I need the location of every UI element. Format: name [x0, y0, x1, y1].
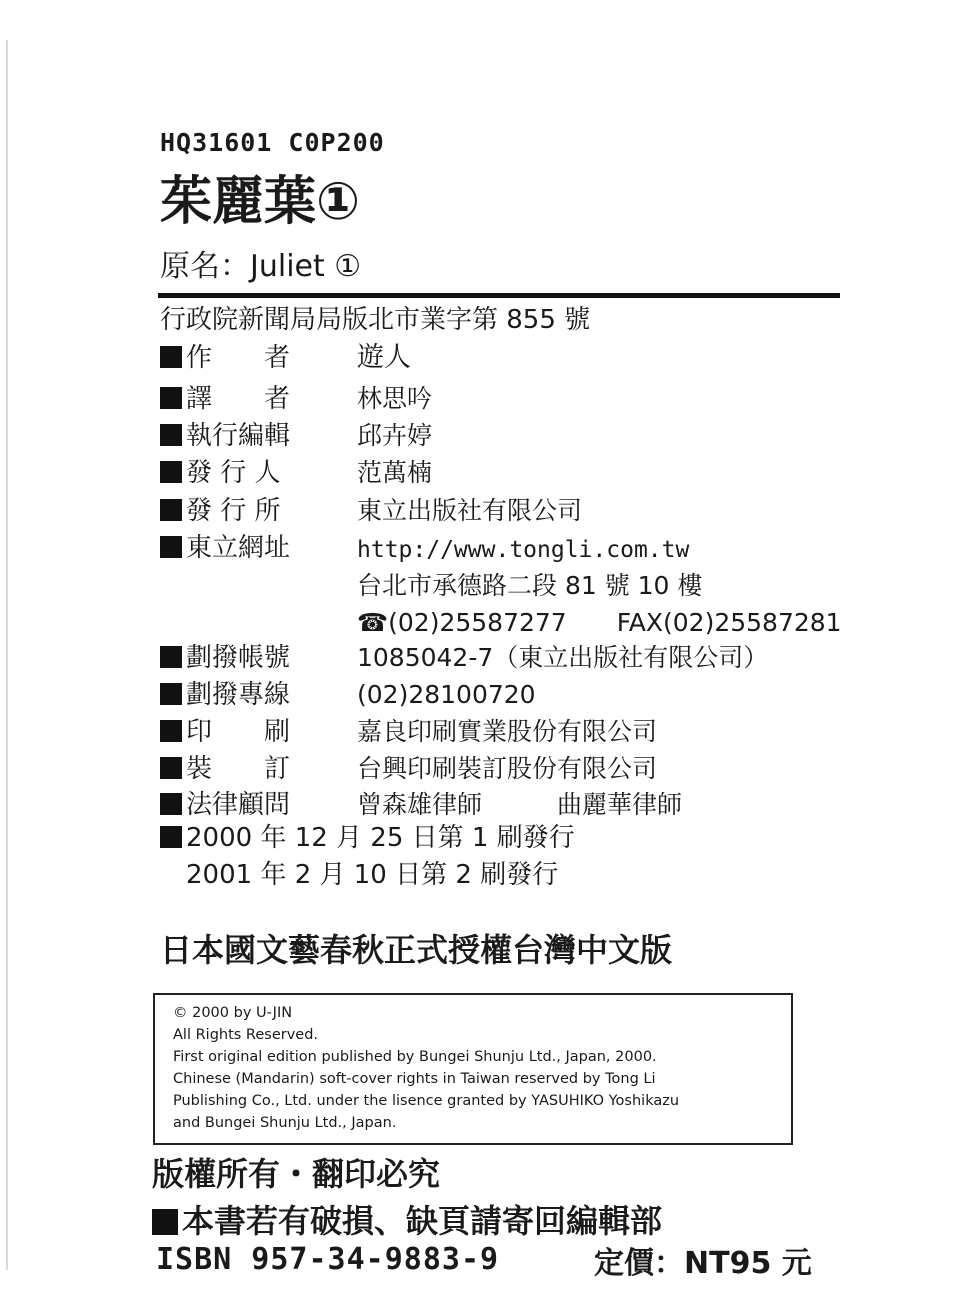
- credit-value-binding: 台興印刷裝訂股份有限公司: [357, 754, 658, 783]
- credit-value-editor: 邱卉婷: [357, 421, 433, 450]
- bullet-square: [160, 757, 182, 779]
- bullet-square: [160, 461, 182, 483]
- book-title: 茱麗葉①: [160, 172, 361, 232]
- product-code: HQ31601 C0P200: [160, 128, 385, 157]
- copyright-line: and Bungei Shunju Ltd., Japan.: [173, 1115, 397, 1131]
- bullet-square: [160, 536, 182, 558]
- isbn: ISBN 957-34-9883-9: [156, 1242, 500, 1277]
- credit-value-website: http://www.tongli.com.tw: [357, 537, 690, 563]
- page-edge-line: [6, 40, 8, 1270]
- bullet-square: [160, 424, 182, 446]
- damage-notice: 本書若有破損、缺頁請寄回編輯部: [152, 1200, 662, 1242]
- credit-value-postal-line: (02)28100720: [357, 680, 536, 709]
- copyright-line: All Rights Reserved.: [173, 1027, 319, 1043]
- copyright-line: © 2000 by U-JIN: [173, 1005, 293, 1021]
- authorization-statement: 日本國文藝春秋正式授權台灣中文版: [160, 931, 673, 969]
- credit-label-editor: 執行編輯: [160, 418, 290, 454]
- credit-label-publisher: 發 行 人: [160, 455, 281, 491]
- credit-label-website: 東立網址: [160, 530, 290, 566]
- credit-value-legal: 曾森雄律師 曲麗華律師: [357, 790, 683, 819]
- bullet-square: [160, 499, 182, 521]
- bullet-square: [160, 346, 182, 368]
- bullet-square: [160, 793, 182, 815]
- bullet-square: [160, 826, 182, 848]
- bullet-square: [152, 1209, 178, 1235]
- credit-label-translator: 譯 者: [160, 381, 290, 417]
- rights-reserved: 版權所有・翻印必究: [152, 1155, 441, 1193]
- credit-value-author: 遊人: [357, 342, 411, 373]
- bullet-square: [160, 646, 182, 668]
- copyright-line: Chinese (Mandarin) soft-cover rights in Taiwan reserved by Tong Li: [173, 1071, 656, 1087]
- price: 定價：NT95 元: [594, 1246, 812, 1281]
- credit-value-postal-account: 1085042-7（東立出版社有限公司）: [357, 643, 769, 672]
- credit-label-author: 作 者: [160, 340, 290, 376]
- bullet-square: [160, 720, 182, 742]
- second-printing: 2001 年 2 月 10 日第 2 刷發行: [186, 860, 559, 890]
- credit-label-printing: 印 刷: [160, 714, 290, 750]
- credit-label-legal: 法律顧問: [160, 787, 290, 823]
- copyright-line: Publishing Co., Ltd. under the lisence granted by YASUHIKO Yoshikazu: [173, 1093, 680, 1109]
- credit-value-publisher: 范萬楠: [357, 458, 433, 487]
- first-printing: 2000 年 12 月 25 日第 1 刷發行: [160, 820, 575, 856]
- credit-value-printing: 嘉良印刷實業股份有限公司: [357, 717, 658, 746]
- copyright-line: First original edition published by Bungei Shunju Ltd., Japan, 2000.: [173, 1049, 657, 1065]
- original-title: 原名：Juliet ①: [160, 249, 362, 284]
- credit-label-postal-line: 劃撥專線: [160, 677, 290, 713]
- credit-value-publishing-house: 東立出版社有限公司: [357, 496, 583, 525]
- phone-fax: ☎(02)25587277 FAX(02)25587281: [357, 608, 842, 637]
- bullet-square: [160, 387, 182, 409]
- credit-label-binding: 裝 訂: [160, 751, 290, 787]
- bullet-square: [160, 683, 182, 705]
- credit-label-publishing-house: 發 行 所: [160, 493, 281, 529]
- address: 台北市承德路二段 81 號 10 樓: [357, 571, 703, 600]
- divider-rule: [158, 293, 840, 298]
- credit-label-postal-account: 劃撥帳號: [160, 640, 290, 676]
- copyright-box: [153, 993, 793, 1145]
- registration-number: 行政院新聞局局版北市業字第 855 號: [160, 305, 591, 335]
- credit-value-translator: 林思吟: [357, 384, 433, 413]
